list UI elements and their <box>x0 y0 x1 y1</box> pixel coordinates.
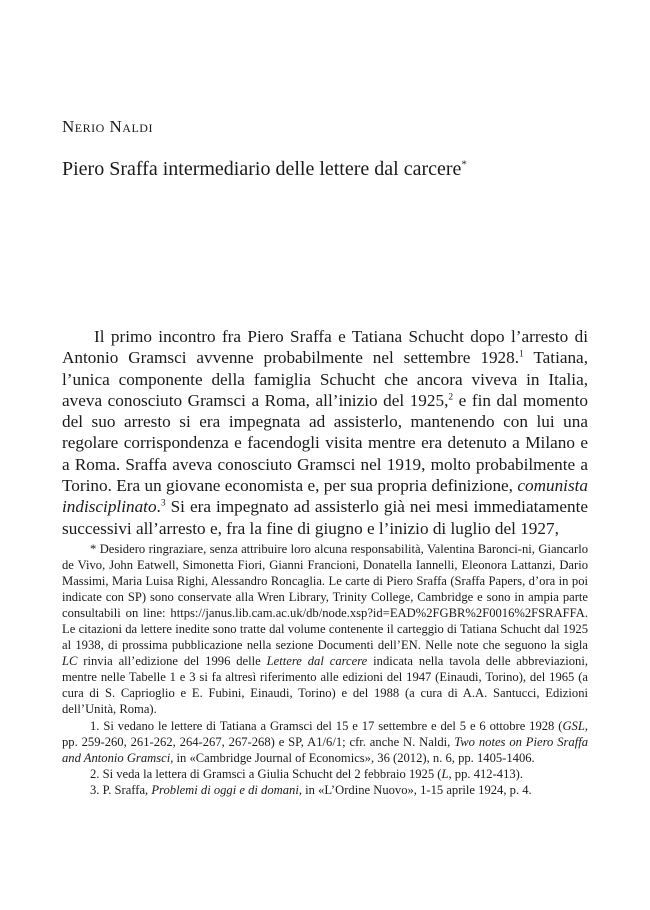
footnote-italic: L <box>441 766 449 781</box>
body-italic-phrase: comunista indisciplinato <box>62 476 588 517</box>
body-text <box>62 326 588 539</box>
footnote-italic: GSL <box>562 718 585 733</box>
footnote-italic: Problemi di oggi e di domani <box>151 782 299 797</box>
body-segment: Il primo incontro fra Piero Sraffa e Tatiana Schucht dopo l’arresto di Antonio Gramsci avvenne probabilmente nel settembre 1928. <box>62 327 588 368</box>
footnote-2 <box>62 766 588 782</box>
footnote-text: indicata nella tavola delle abbreviazioni, mentre nelle Tabelle 1 e 3 si fa altresì riferimento alle edizioni del 1947 (Einaudi, Torino), del 1965 (a cura di S. Caprioglio e E. Fubini, Einaudi, Torino) e del 1988 (a cura di A.A. Santucci, Edizioni dell’Unità, Roma). <box>62 654 588 717</box>
footnote-star <box>62 541 588 718</box>
footnote-text: , pp. 412-413). <box>448 766 524 781</box>
title-text: Piero Sraffa intermediario delle lettere dal carcere <box>62 158 462 180</box>
footnote-italic: Two notes on Piero Sraffa and Antonio Gramsci <box>62 734 588 765</box>
footnote-text: , in «Cambridge Journal of Economics», 36 (2012), n. 6, pp. 1405-1406. <box>170 750 535 765</box>
footnotes <box>62 541 588 798</box>
footnote-ref-3: 3 <box>160 498 166 509</box>
footnote-italic: LC <box>62 654 78 669</box>
article-title <box>62 158 602 181</box>
footnote-1 <box>62 718 588 766</box>
footnote-text: rinvia all’edizione del 1996 delle <box>77 654 267 669</box>
footnote-3 <box>62 782 588 798</box>
author-name: Nerio Naldi <box>62 117 153 136</box>
footnote-ref-1: 1 <box>519 349 524 360</box>
footnote-text: 2. Si veda la lettera di Gramsci a Giulia Schucht del 2 febbraio 1925 ( <box>90 766 442 781</box>
body-paragraph <box>62 326 588 539</box>
footnote-text: 1. Si vedano le lettere di Tatiana a Gramsci del 15 e 17 settembre e del 5 e 6 ottobre 1928 ( <box>90 718 563 733</box>
footnote-text: 3. P. Sraffa, <box>90 782 152 797</box>
footnote-text: , pp. 259-260, 261-262, 264-267, 267-268) e SP, A1/6/1; cfr. anche N. Naldi, <box>62 718 588 749</box>
footnote-text: , in «L’Ordine Nuovo», 1-15 aprile 1924, p. 4. <box>298 782 532 797</box>
body-segment: Tatiana, l’unica componente della famiglia Schucht che ancora viveva in Italia, aveva conosciuto Gramsci a Roma, all’inizio del 1925, <box>62 348 588 410</box>
footnote-text: * Desidero ringraziare, senza attribuire loro alcuna responsabilità, Valentina Baronci-ni, Giancarlo de Vivo, John Eatwell, Simonetta Fiori, Gianni Francioni, Donatella Iannelli, Eleonora Lattanzi, Dario Massimi, Maria Luisa Righi, Alessandro Roncaglia. Le carte di Piero Sraffa (Sraffa Papers, d’ora in poi indicate con SP) sono conservate alla Wren Library, Trinity College, Cambridge e sono in ampia parte consultabili on line: https://janus.lib.cam.ac.uk/db/node.xsp?id=EAD%2FGBR%2F0016%2FSRAFFA. Le citazioni da lettere inedite sono tratte dal volume contenente il carteggio di Tatiana Schucht dal 1925 al 1938, di prossima pubblicazione nella sezione Documenti dell’EN. Nelle note che seguono la sigla <box>62 542 588 653</box>
footnote-italic: Lettere dal carcere <box>266 654 368 669</box>
body-segment: Si era impegnato ad assisterlo già nei mesi immediatamente successivi all’arresto e, fra la fine di giugno e l’inizio di luglio del 1927, <box>62 497 588 538</box>
body-segment: . <box>156 497 161 517</box>
body-segment: e fin dal momento del suo arresto si era impegnata ad assisterlo, mantenendo con lui una regolare corrispondenza e facendogli visita mentre era detenuto a Milano e a Roma. Sraffa aveva conosciuto Gramsci nel 1919, molto probabilmente a Torino. Era un giovane economista e, per sua propria definizione, <box>62 390 588 496</box>
footnote-ref-2: 2 <box>448 392 454 403</box>
title-footnote-marker: * <box>461 158 467 171</box>
